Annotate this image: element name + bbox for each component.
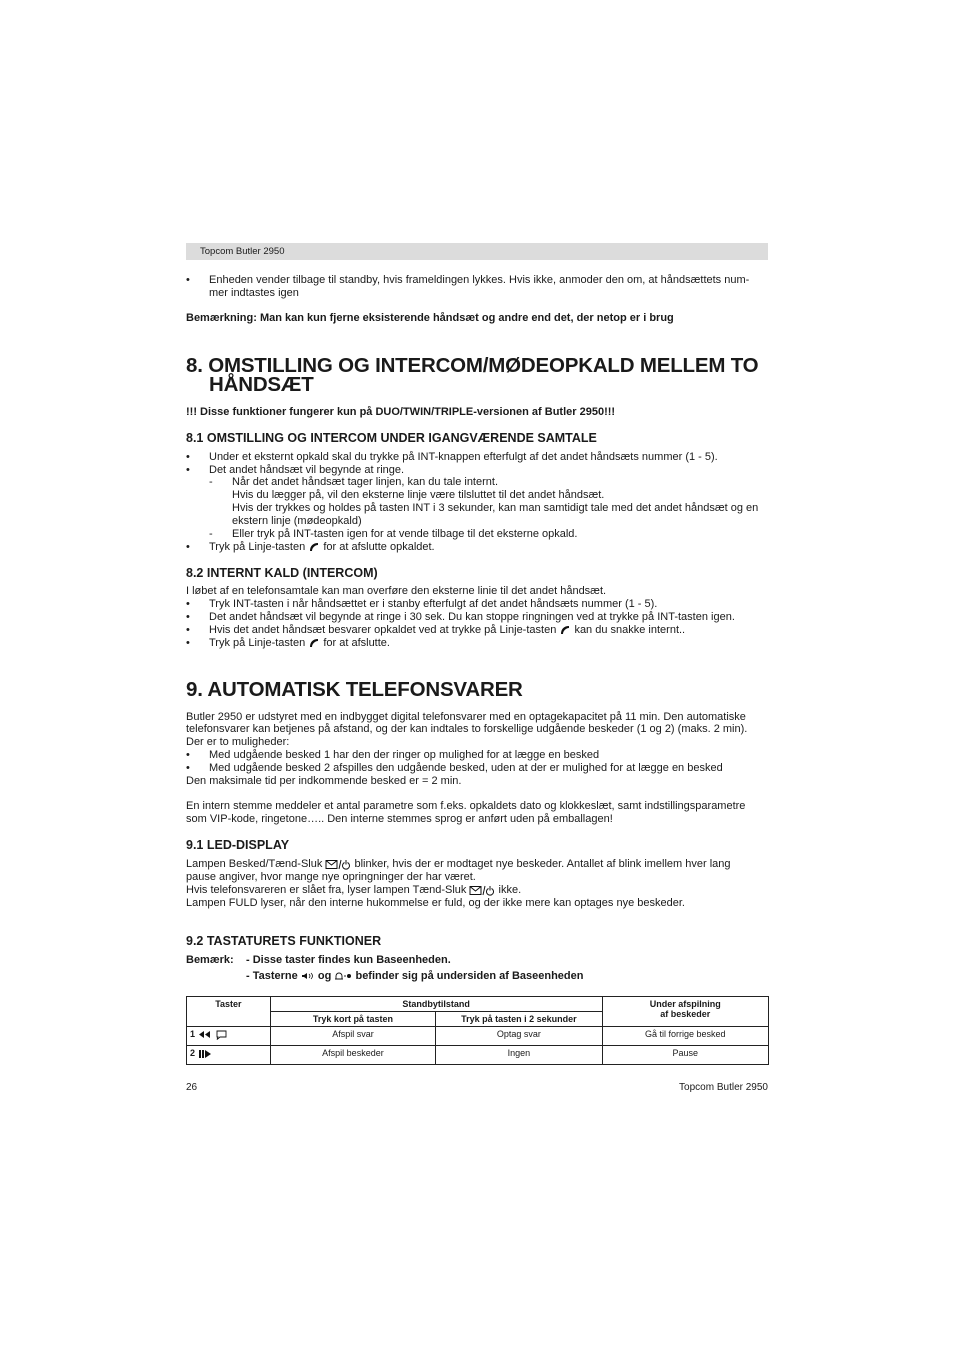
bullet-dot: •	[186, 541, 190, 553]
s81-dash1-line2: Hvis du lægger på, vil den eksterne linje være tilsluttet til det andet håndsæt.	[232, 489, 605, 501]
page-number: 26	[186, 1082, 198, 1093]
s82-bullet3-post: kan du snakke internt..	[574, 624, 686, 636]
dash: -	[209, 528, 213, 540]
s9-p1-line3: Der er to muligheder:	[186, 736, 290, 748]
s82-bullet4-post: for at afslutte.	[323, 637, 390, 649]
intro-bullet-line2: mer indtastes igen	[209, 287, 299, 299]
playback-value: Gå til forrige besked	[602, 1027, 768, 1046]
bullet-dot: •	[186, 274, 190, 286]
key-cell	[187, 1046, 271, 1065]
phone-handset-icon	[308, 541, 320, 553]
table-header-row	[187, 997, 769, 1012]
long-press-value: Ingen	[436, 1046, 602, 1065]
col-taster: Taster	[187, 997, 271, 1027]
col-playback	[602, 997, 768, 1027]
bullet-dot: •	[186, 611, 190, 623]
s81-bullet3	[209, 541, 435, 554]
s81-bullet3-post: for at afslutte opkaldet.	[323, 541, 435, 553]
bullet-dot: •	[186, 451, 190, 463]
col-playback-line1: Under afspilning	[649, 999, 721, 1009]
section8-title-line2: HÅNDSÆT	[209, 373, 314, 396]
s82-bullet3-pre: Hvis det andet håndsæt besvarer opkaldet ved at trykke på Linje-tasten	[209, 624, 557, 636]
col-standby: Standbytilstand	[270, 997, 602, 1012]
speech-bubble-icon	[214, 1030, 228, 1040]
short-press-value: Afspil svar	[270, 1027, 435, 1046]
s92-note-line2-mid: og	[317, 970, 332, 982]
intro-note: Bemærkning: Man kan kun fjerne eksisterende håndsæt og andre end det, der netop er i brug	[186, 312, 674, 324]
bell-dot-icon	[334, 971, 352, 981]
running-header-title: Topcom Butler 2950	[200, 246, 285, 257]
s9-p3-line1: En intern stemme meddeler et antal parametre som f.eks. opkaldets dato og klokkeslæt, samt indstillingsparametre	[186, 800, 746, 812]
s82-bullet4	[209, 637, 390, 650]
s92-note-line2-post: befinder sig på undersiden af Baseenheden	[355, 970, 584, 982]
section9-title: 9. AUTOMATISK TELEFONSVARER	[186, 678, 523, 701]
bullet-dot: •	[186, 637, 190, 649]
bullet-dot: •	[186, 762, 190, 774]
section8-warning: !!! Disse funktioner fungerer kun på DUO/TWIN/TRIPLE-versionen af Butler 2950!!!	[186, 406, 616, 418]
s82-bullet4-pre: Tryk på Linje-tasten	[209, 637, 306, 649]
keys-function-table	[186, 996, 769, 1065]
s81-dash1-line3: Hvis der trykkes og holdes på tasten INT i 3 sekunder, kan man samtidigt tale med det andet håndsæt og en	[232, 502, 759, 514]
s9-p1-line1: Butler 2950 er udstyret med en indbygget digital telefonsvarer med en optagekapacitet på 11 min. Den automatiske	[186, 711, 746, 723]
s82-bullet3	[209, 624, 685, 637]
message-power-icon	[325, 859, 351, 870]
section82-title: 8.2 INTERNT KALD (INTERCOM)	[186, 566, 378, 580]
s91-line1-post: blinker, hvis der er modtaget nye beskeder. Antallet af blink imellem hver lang	[354, 858, 731, 870]
col-long-press: Tryk på tasten i 2 sekunder	[436, 1012, 602, 1027]
s91-line2: pause angiver, hvor mange nye opringninger der har været.	[186, 871, 476, 883]
col-playback-line2: af beskeder	[660, 1009, 711, 1019]
bullet-dot: •	[186, 749, 190, 761]
s81-dash1-line4: ekstern linje (mødeopkald)	[232, 515, 362, 527]
s91-line1-pre: Lampen Besked/Tænd-Sluk	[186, 858, 323, 870]
s91-line1	[186, 858, 731, 871]
phone-handset-icon	[308, 637, 320, 649]
s91-line3-pre: Hvis telefonsvareren er slået fra, lyser lampen Tænd-Sluk	[186, 884, 467, 896]
s82-paragraph: I løbet af en telefonsamtale kan man overføre den eksterne linie til det andet håndsæt.	[186, 585, 607, 597]
section91-title: 9.1 LED-DISPLAY	[186, 838, 290, 852]
s92-note-line2-pre: - Tasterne	[246, 970, 298, 982]
play-pause-icon	[198, 1049, 212, 1059]
playback-value: Pause	[602, 1046, 768, 1065]
table-row	[187, 1046, 769, 1065]
s81-dash2: Eller tryk på INT-tasten igen for at vende tilbage til det eksterne opkald.	[232, 528, 578, 540]
footer-product: Topcom Butler 2950	[679, 1082, 768, 1093]
s9-p1-line2: telefonsvarer kan betjenes på afstand, og der kan indtales to forskellige udgående beskeder (1 og 2) (maks. 2 min).	[186, 723, 748, 735]
s9-bullet1: Med udgående besked 1 har den der ringer op mulighed for at lægge en besked	[209, 749, 600, 761]
s92-note-line2	[246, 970, 583, 983]
s81-bullet3-pre: Tryk på Linje-tasten	[209, 541, 306, 553]
section81-title: 8.1 OMSTILLING OG INTERCOM UNDER IGANGVÆRENDE SAMTALE	[186, 431, 597, 445]
key-cell	[187, 1027, 271, 1046]
message-power-icon	[469, 885, 495, 896]
s81-bullet2: Det andet håndsæt vil begynde at ringe.	[209, 464, 405, 476]
running-header	[186, 243, 768, 260]
s81-bullet1: Under et eksternt opkald skal du trykke på INT-knappen efterfulgt af det andet håndsæts nummer (1 - 5).	[209, 451, 718, 463]
bullet-dot: •	[186, 624, 190, 636]
rewind-icon	[198, 1030, 212, 1039]
s82-bullet2: Det andet håndsæt vil begynde at ringe i 30 sek. Du kan stoppe ringningen ved at trykke på INT-tasten igen.	[209, 611, 735, 623]
s92-note-label: Bemærk:	[186, 954, 234, 966]
s91-line3	[186, 884, 521, 897]
phone-handset-icon	[559, 624, 571, 636]
key-number: 1	[190, 1029, 196, 1039]
s81-dash1-line1: Når det andet håndsæt tager linjen, kan du tale internt.	[232, 476, 499, 488]
table-row	[187, 1027, 769, 1046]
col-short-press: Tryk kort på tasten	[270, 1012, 435, 1027]
section92-title: 9.2 TASTATURETS FUNKTIONER	[186, 934, 382, 948]
s91-line4: Lampen FULD lyser, når den interne hukommelse er fuld, og der ikke mere kan optages nye beskeder.	[186, 897, 685, 909]
bullet-dot: •	[186, 598, 190, 610]
short-press-value: Afspil beskeder	[270, 1046, 435, 1065]
dash: -	[209, 476, 213, 488]
s91-line3-post: ikke.	[498, 884, 522, 896]
bullet-dot: •	[186, 464, 190, 476]
intro-bullet-line1: Enheden vender tilbage til standby, hvis frameldingen lykkes. Hvis ikke, anmoder den om, at håndsættets num-	[209, 274, 750, 286]
s9-p3-line2: som VIP-kode, ringetone….. Den interne stemmes sprog er anført uden på emballagen!	[186, 813, 613, 825]
s82-bullet1: Tryk INT-tasten i når håndsættet er i stanby efterfulgt af det andet håndsæts nummer (1 - 5).	[209, 598, 658, 610]
long-press-value: Optag svar	[436, 1027, 602, 1046]
volume-icon	[301, 971, 315, 981]
section8-title-line1: 8. OMSTILLING OG INTERCOM/MØDEOPKALD MELLEM TO	[186, 354, 759, 377]
s9-bullet2: Med udgående besked 2 afspilles den udgående besked, uden at der er mulighed for at lægge en besked	[209, 762, 723, 774]
s9-p2: Den maksimale tid per indkommende besked er = 2 min.	[186, 775, 462, 787]
key-number: 2	[190, 1048, 196, 1058]
s92-note-line1: - Disse taster findes kun Baseenheden.	[246, 954, 451, 966]
